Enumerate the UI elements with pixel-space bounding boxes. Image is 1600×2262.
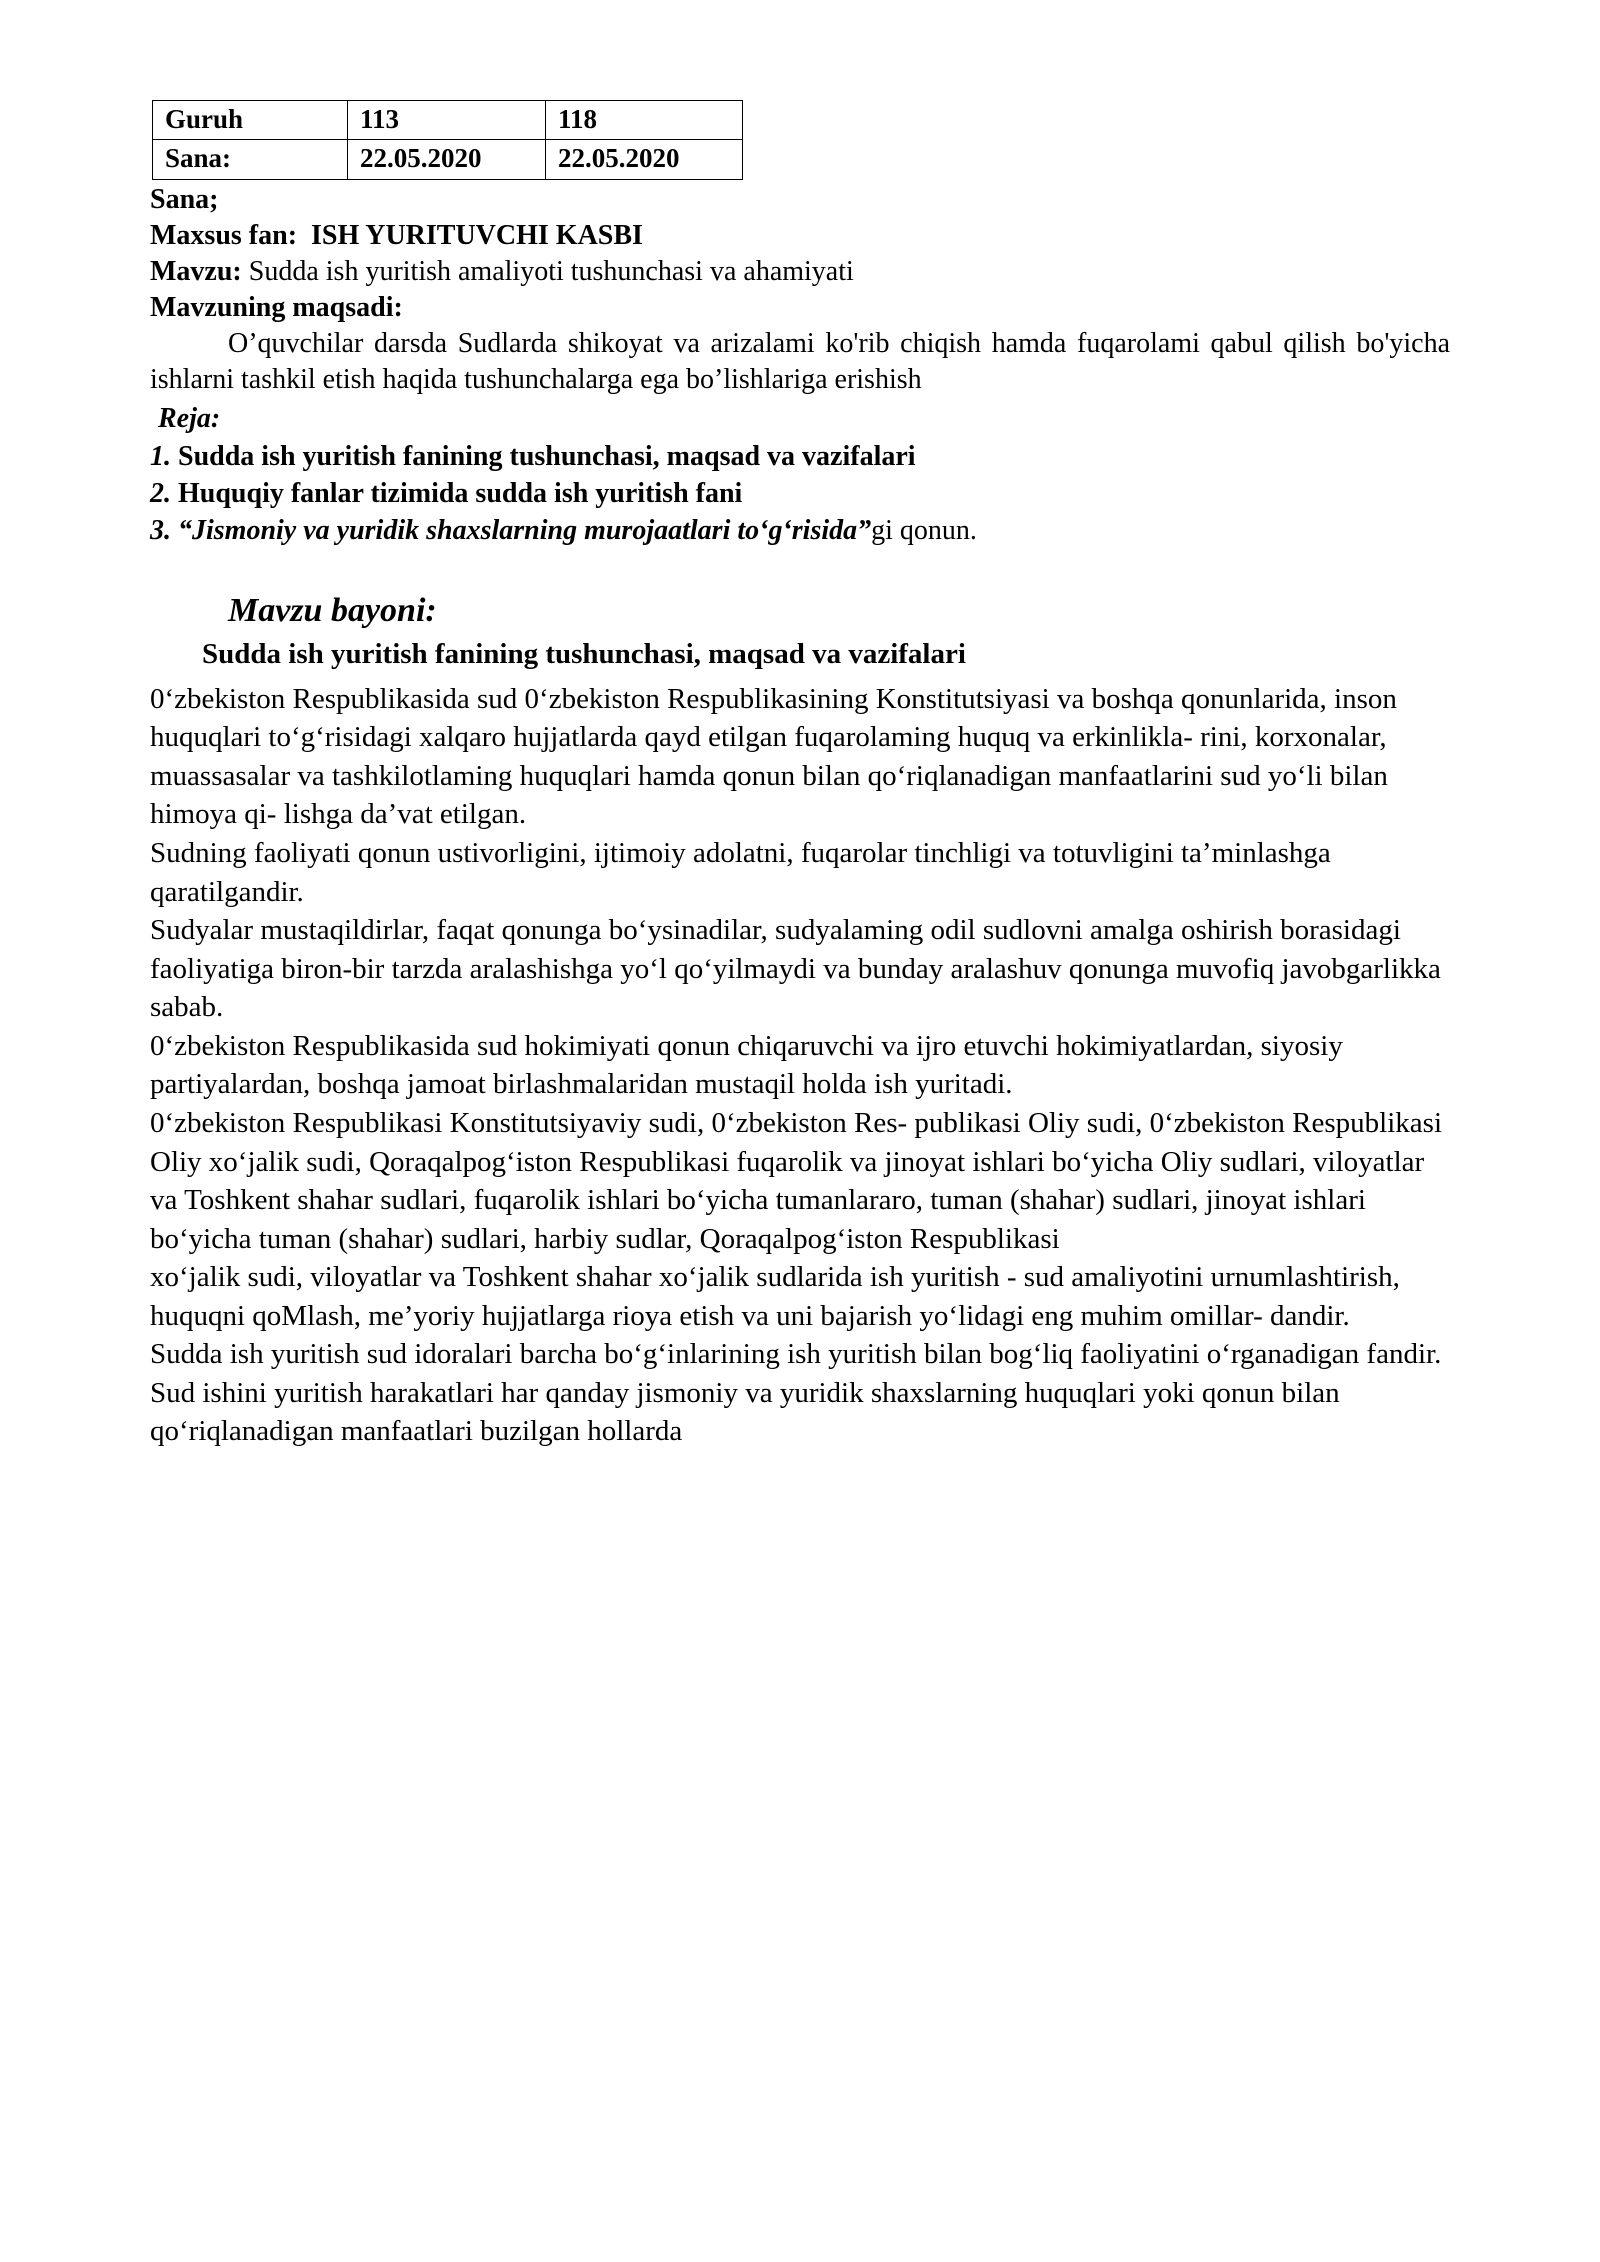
maxsus-fan-value: ISH YURITUVCHI KASBI (311, 220, 643, 252)
lesson-meta-table (152, 100, 743, 180)
reja-item-2-number: 3. (150, 515, 171, 547)
meta-row-0-col3: 118 (546, 101, 743, 140)
meta-row-0-col2: 113 (348, 101, 546, 140)
reja-item-1-text: Huquqiy fanlar tizimida sudda ish yuritish fani (178, 478, 743, 510)
maqsad-paragraph: O’quvchilar darsda Sudlarda shikoyat va arizalami ko'rib chiqish hamda fuqarolami qabul qilish bo'yicha ishlarni tashkil etish haqida tushunchalarga ega bo’lishlariga erishish (150, 327, 1450, 396)
reja-item-1-number: 2. (150, 478, 171, 510)
meta-row-0-label: Guruh (153, 101, 348, 140)
body-paragraph-5: xo‘jalik sudi, viloyatlar va Toshkent shahar xo‘jalik sudlarida ish yuritish - sud amaliyotini urnumlashtirish, huquqni qoMlash, me’yoriy hujjatlarga rioya etish va uni bajarish yo‘lidagi eng muhim omillar- dandir. (150, 1261, 1400, 1332)
body-paragraph-0: 0‘zbekiston Respublikasida sud 0‘zbekiston Respublikasining Konstitutsiyasi va boshqa qonunlarida, inson huquqlari to‘g‘risidagi xalqaro hujjatlarda qayd etilgan fuqarolaming huquq va erkinlikla- rini, korxonalar, muassasalar va tashkilotlaming huquqlari hamda qonun bilan qo‘riqlanadigan manfaatlarini sud yo‘li bilan himoya qi- lishga da’vat etilgan. (150, 682, 1397, 831)
meta-row-1-col2: 22.05.2020 (348, 140, 546, 179)
document-content (150, 100, 1450, 1451)
mavzu-label: Mavzu: (150, 255, 242, 287)
body-paragraph-1: Sudning faoliyati qonun ustivorligini, ijtimoiy adolatni, fuqarolar tinchligi va totuvligini ta’minlashga qaratilgandir. (150, 837, 1331, 908)
body-paragraph-7: Sud ishini yuritish harakatlari har qanday jismoniy va yuridik shaxslarning huquqlari yoki qonun bilan qo‘riqlanadigan manfaatlari buzilgan hollarda (150, 1376, 1340, 1448)
mavzu-bayoni-heading: Mavzu bayoni: (228, 591, 437, 629)
reja-item-2-text: “Jismoniy va yuridik shaxslarning murojaatlari to‘g‘risida” (178, 515, 872, 547)
list-item (150, 438, 1450, 475)
meta-row-1-col3: 22.05.2020 (546, 140, 743, 179)
meta-row-1-label: Sana: (153, 140, 348, 179)
body-paragraph-2: Sudyalar mustaqildirlar, faqat qonunga bo‘ysinadilar, sudyalaming odil sudlovni amalga oshirish borasidagi faoliyatiga biron-bir tarzda aralashishga yo‘l qo‘yilmaydi va bunday aralashuv qonunga muvofiq javobgarlikka sabab. (150, 914, 1441, 1024)
body-paragraph-6: Sudda ish yuritish sud idoralari barcha bo‘g‘inlarining ish yuritish bilan bog‘liq faoliyatini o‘rganadigan fandir. (150, 1338, 1442, 1371)
maxsus-fan-line (150, 218, 1450, 254)
list-item (150, 475, 1450, 512)
reja-heading: Reja: (158, 402, 221, 434)
mavzu-line (150, 254, 1450, 290)
reja-item-0-number: 1. (150, 440, 171, 472)
maqsad-label: Mavzuning maqsadi: (150, 291, 403, 323)
reja-item-2-tail: gi qonun. (871, 515, 977, 547)
reja-item-0-text: Sudda ish yuritish fanining tushunchasi, maqsad va vazifalari (178, 440, 916, 472)
table-row (153, 140, 743, 179)
mavzu-value: Sudda ish yuritish amaliyoti tushunchasi va ahamiyati (248, 255, 854, 287)
sana-line: Sana; (150, 183, 219, 215)
main-subheading: Sudda ish yuritish fanining tushunchasi, maqsad va vazifalari (202, 638, 966, 671)
maxsus-fan-label: Maxsus fan: (150, 220, 298, 252)
table-row (153, 101, 743, 140)
body-paragraph-3: 0‘zbekiston Respublikasida sud hokimiyati qonun chiqaruvchi va ijro etuvchi hokimiyatlardan, siyosiy partiyalardan, boshqa jamoat birlashmalaridan mustaqil holda ish yuritadi. (150, 1029, 1343, 1101)
list-item (150, 512, 1450, 549)
reja-list (150, 438, 1450, 550)
body-paragraph-4: 0‘zbekiston Respublikasi Konstitutsiyaviy sudi, 0‘zbekiston Res- publikasi Oliy sudi, 0‘zbekiston Respublikasi Oliy xo‘jalik sudi, Qoraqalpog‘iston Respublikasi fuqarolik va jinoyat ishlari bo‘yicha Oliy sudlari, viloyatlar va Toshkent shahar sudlari, fuqarolik ishlari bo‘yicha tumanlararo, tuman (shahar) sudlari, jinoyat ishlari bo‘yicha tuman (shahar) sudlari, harbiy sudlar, Qoraqalpog‘iston Respublikasi (150, 1106, 1443, 1255)
